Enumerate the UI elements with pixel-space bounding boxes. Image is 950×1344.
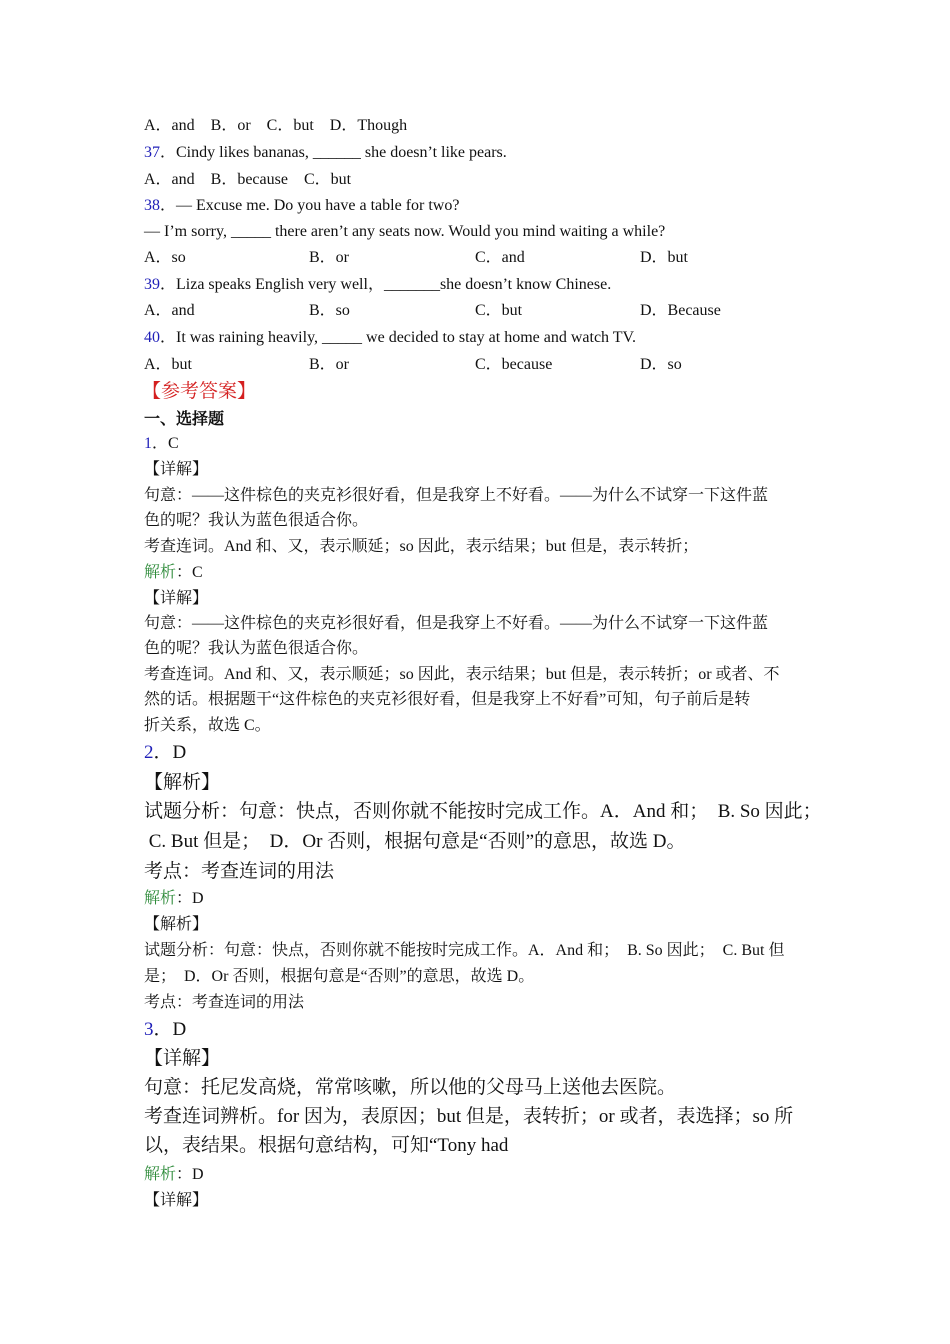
answer-1-exam2-line3: 折关系，故选 C。 xyxy=(144,717,271,734)
q37-text: ．Cindy likes bananas, ______ she doesn’t like pears. xyxy=(160,144,507,161)
q39-number: 39 xyxy=(144,276,160,293)
q39-option-d: D．Because xyxy=(640,302,721,319)
answer-1-jiexi-value: ：C xyxy=(176,564,203,581)
q40-text: ．It was raining heavily, _____ we decided to stay at home and watch TV. xyxy=(160,329,637,346)
q39-text: ．Liza speaks English very well，_______she doesn’t know Chinese. xyxy=(160,276,612,293)
q40-option-b: B．or xyxy=(309,356,350,373)
q40-question xyxy=(144,328,636,348)
answer-1-meaning-line2: 色的呢？我认为蓝色很适合你。 xyxy=(144,512,369,529)
answer-1-exam2-line1: 考查连词。And 和、又，表示顺延；so 因此，表示结果；but 但是，表示转折；or 或者、不 xyxy=(144,666,780,683)
q38-option-b: B．or xyxy=(309,249,350,266)
answer-3-value: ．D xyxy=(153,1019,187,1040)
answer-1-exam: 考查连词。And 和、又，表示顺延；so 因此，表示结果；but 但是，表示转折； xyxy=(144,538,699,555)
answer-2 xyxy=(144,741,186,765)
answer-2-label: 【解析】 xyxy=(144,772,221,793)
q40-option-d: D．so xyxy=(640,356,682,373)
q39-question xyxy=(144,275,611,295)
answer-2-analysis-line2: C. But 但是； D．Or 否则，根据句意是“否则”的意思，故选 D。 xyxy=(144,831,686,852)
answer-3 xyxy=(144,1018,186,1042)
q38-option-d: D．but xyxy=(640,249,689,266)
answer-2-label-2: 【解析】 xyxy=(144,916,209,933)
q38-question xyxy=(144,196,459,216)
q40-option-c: C．because xyxy=(475,356,553,373)
answer-3-jiexi xyxy=(144,1165,204,1185)
q39-option-a: A．and xyxy=(144,302,195,319)
answer-2-analysis2-line2: 是； D．Or 否则，根据句意是“否则”的意思，故选 D。 xyxy=(144,968,535,985)
q40-number: 40 xyxy=(144,329,160,346)
q38-text: ．— Excuse me. Do you have a table for two? xyxy=(160,197,460,214)
answer-3-jiexi-label: 解析 xyxy=(144,1166,177,1183)
answer-3-number: 3 xyxy=(144,1019,154,1040)
answer-1-meaning2-line2: 色的呢？我认为蓝色很适合你。 xyxy=(144,640,369,657)
q39-option-c: C．but xyxy=(475,302,523,319)
q37-question xyxy=(144,143,507,163)
answer-3-jiexi-value: ：D xyxy=(176,1166,204,1183)
answer-3-exam-line1: 考查连词辨析。for 因为，表原因；but 但是，表转折；or 或者，表选择；so 所 xyxy=(144,1106,794,1127)
q38-number: 38 xyxy=(144,197,160,214)
q40-option-a: A．but xyxy=(144,356,193,373)
answer-1-jiexi xyxy=(144,563,203,583)
answer-1-detail-label-2: 【详解】 xyxy=(144,590,209,607)
q37-options: A．and B．because C．but xyxy=(144,171,352,188)
answers-heading: 【参考答案】 xyxy=(142,381,257,402)
answer-2-analysis2-line1: 试题分析：句意：快点，否则你就不能按时完成工作。A．And 和； B. So 因此； C. But 但 xyxy=(144,942,785,959)
answer-2-value: ．D xyxy=(153,742,187,763)
q37-number: 37 xyxy=(144,144,160,161)
answer-3-exam-line2: 以，表结果。根据句意结构，可知“Tony had xyxy=(144,1135,509,1156)
q38-question-line2: — I’m sorry, _____ there aren’t any seats now. Would you mind waiting a while? xyxy=(144,223,666,240)
answer-1-value: ．C xyxy=(152,435,179,452)
answer-2-point-2: 考点：考查连词的用法 xyxy=(144,994,305,1011)
section-title: 一、选择题 xyxy=(144,411,225,428)
answer-2-analysis-line1: 试题分析：句意：快点，否则你就不能按时完成工作。A．And 和； B. So 因此； xyxy=(144,801,822,822)
answer-1-exam2-line2: 然的话。根据题干“这件棕色的夹克衫很好看，但是我穿上不好看”可知，句子前后是转 xyxy=(144,691,751,708)
answer-2-jiexi-value: ：D xyxy=(176,890,204,907)
answer-1-meaning-line1: 句意：——这件棕色的夹克衫很好看，但是我穿上不好看。——为什么不试穿一下这件蓝 xyxy=(144,487,769,504)
answer-1-jiexi-label: 解析 xyxy=(144,564,177,581)
answer-2-point: 考点：考查连词的用法 xyxy=(144,861,335,882)
q38-option-a: A．so xyxy=(144,249,186,266)
q38-option-c: C．and xyxy=(475,249,525,266)
q36-options: A．and B．or C．but D．Though xyxy=(144,117,408,134)
answer-3-label: 【详解】 xyxy=(144,1048,221,1069)
q39-option-b: B．so xyxy=(309,302,350,319)
answer-1-detail-label: 【详解】 xyxy=(144,461,209,478)
answer-3-meaning: 句意：托尼发高烧，常常咳嗽，所以他的父母马上送他去医院。 xyxy=(144,1077,677,1098)
answer-2-jiexi-label: 解析 xyxy=(144,890,177,907)
answer-2-number: 2 xyxy=(144,742,154,763)
answer-1 xyxy=(144,434,179,454)
answer-1-number: 1 xyxy=(144,435,152,452)
answer-2-jiexi xyxy=(144,889,204,909)
answer-3-label-2: 【详解】 xyxy=(144,1192,209,1209)
answer-1-meaning2-line1: 句意：——这件棕色的夹克衫很好看，但是我穿上不好看。——为什么不试穿一下这件蓝 xyxy=(144,615,769,632)
